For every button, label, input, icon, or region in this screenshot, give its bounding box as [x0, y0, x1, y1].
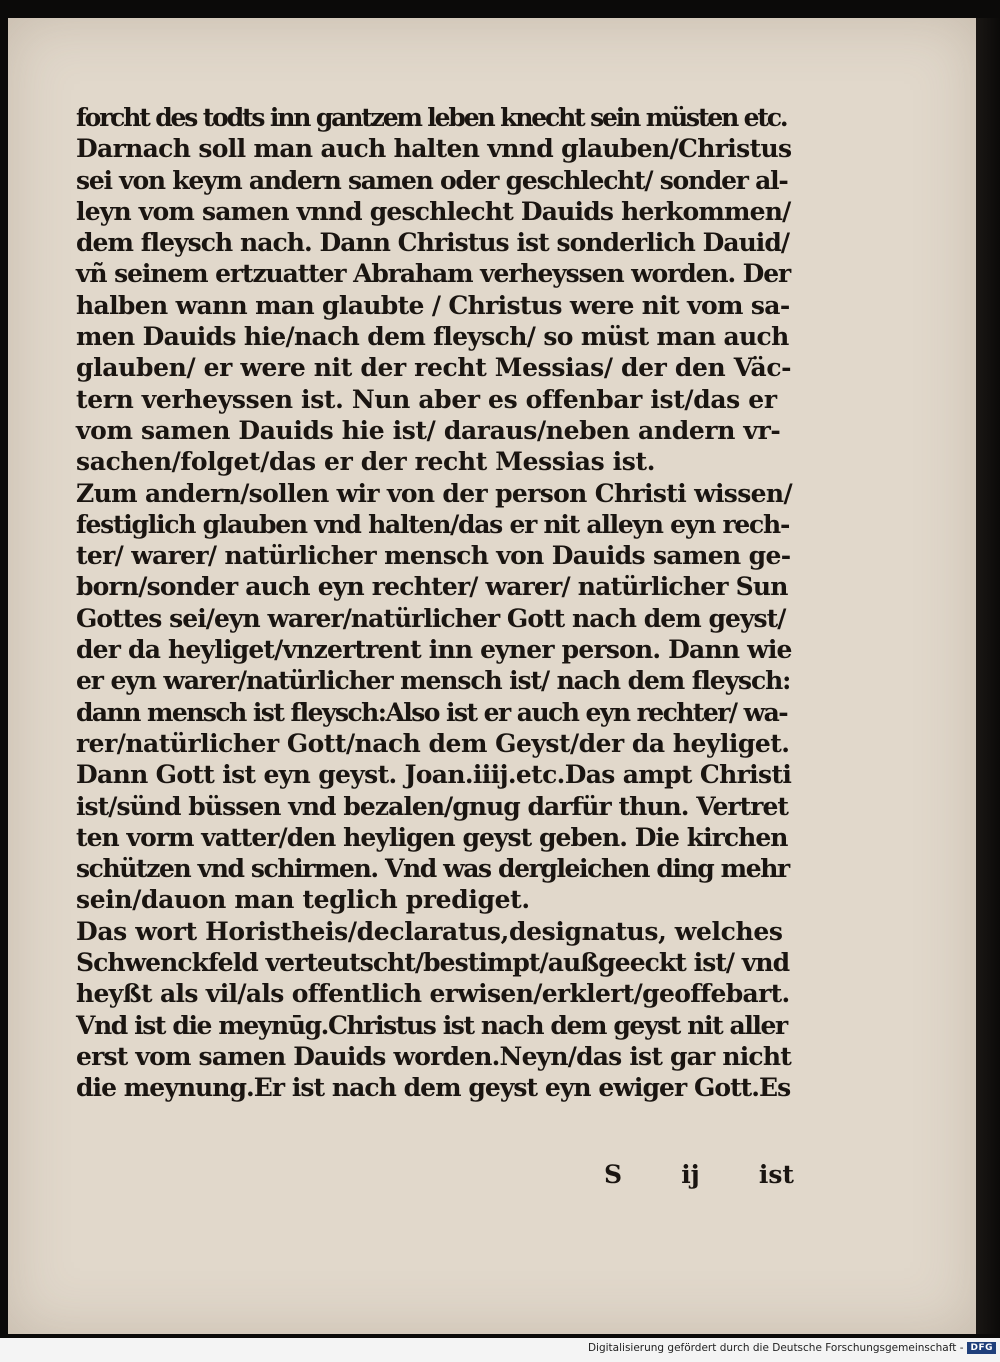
text-line: rer/natürlicher Gott/nach dem Geyst/der da heyliget. [76, 728, 790, 758]
book-page [8, 18, 976, 1334]
text-line: tern verheyssen ist. Nun aber es offenbar ist/das er [76, 384, 777, 414]
text-line: sein/dauon man teglich prediget. [76, 885, 530, 915]
text-line: dann mensch ist fleysch:Also ist er auch eyn rechter/ wa- [76, 697, 788, 727]
scan-edge [976, 18, 1000, 1334]
text-line: sei von keym andern samen oder geschlecht/ sonder al- [76, 165, 788, 195]
text-line: dem fleysch nach. Dann Christus ist sonderlich Dauid/ [76, 228, 790, 258]
text-line: festiglich glauben vnd halten/das er nit alleyn eyn rech- [76, 509, 790, 539]
text-line: Darnach soll man auch halten vnnd glauben/Christus [76, 134, 792, 164]
text-line: vom samen Dauids hie ist/ daraus/neben andern vr- [76, 415, 781, 445]
text-line: vñ seinem ertzuatter Abraham verheyssen worden. Der [76, 259, 791, 289]
funding-credit [588, 1342, 996, 1354]
text-line: men Dauids hie/nach dem fleysch/ so müst man auch [76, 322, 789, 352]
text-line: Schwenckfeld verteutscht/bestimpt/außgeeckt ist/ vnd [76, 948, 790, 978]
text-line: ten vorm vatter/den heyligen geyst geben. Die kirchen [76, 822, 788, 852]
text-line: Dann Gott ist eyn geyst. Joan.iiij.etc.Das ampt Christi [76, 760, 792, 790]
text-line: erst vom samen Dauids worden.Neyn/das ist gar nicht [76, 1041, 791, 1071]
text-line: forcht des todts inn gantzem leben knecht sein müsten etc. [76, 103, 787, 132]
text-block [76, 102, 796, 1104]
text-line: sachen/folget/das er der recht Messias ist. [76, 447, 656, 477]
catchword: ist [758, 1160, 794, 1189]
text-line: die meynung.Er ist nach dem geyst eyn ewiger Gott.Es [76, 1073, 791, 1103]
text-line: Gottes sei/eyn warer/natürlicher Gott nach dem geyst/ [76, 603, 786, 633]
signature-number: ij [681, 1160, 700, 1189]
text-line: Vnd ist die meynūg.Christus ist nach dem geyst nit aller [76, 1010, 787, 1040]
text-line: Zum andern/sollen wir von der person Christi wissen/ [76, 478, 792, 508]
footer-bar [0, 1338, 1000, 1362]
text-line: heyßt als vil/als offentlich erwisen/erklert/geoffebart. [76, 979, 790, 1009]
credit-text: Digitalisierung gefördert durch die Deutsche Forschungsgemeinschaft - [587, 1342, 964, 1354]
text-line: glauben/ er were nit der recht Messias/ der den Väc- [76, 353, 792, 383]
text-line: er eyn warer/natürlicher mensch ist/ nach dem fleysch: [76, 666, 791, 696]
text-line: leyn vom samen vnnd geschlecht Dauids herkommen/ [76, 196, 791, 226]
dfg-logo: DFG [967, 1342, 996, 1354]
text-line: schützen vnd schirmen. Vnd was dergleichen ding mehr [76, 854, 789, 884]
text-line: halben wann man glaubte / Christus were nit vom sa- [76, 290, 790, 320]
signature-line [604, 1160, 794, 1189]
signature-mark: S [604, 1160, 623, 1189]
text-line: Das wort Horistheis/declaratus,designatus, welches [76, 916, 783, 946]
text-line: ter/ warer/ natürlicher mensch von Dauids samen ge- [76, 541, 791, 571]
text-line: der da heyliget/vnzertrent inn eyner person. Dann wie [76, 635, 792, 665]
text-line: born/sonder auch eyn rechter/ warer/ natürlicher Sun [76, 572, 788, 602]
text-line: ist/sünd büssen vnd bezalen/gnug darfür thun. Vertret [76, 791, 788, 821]
